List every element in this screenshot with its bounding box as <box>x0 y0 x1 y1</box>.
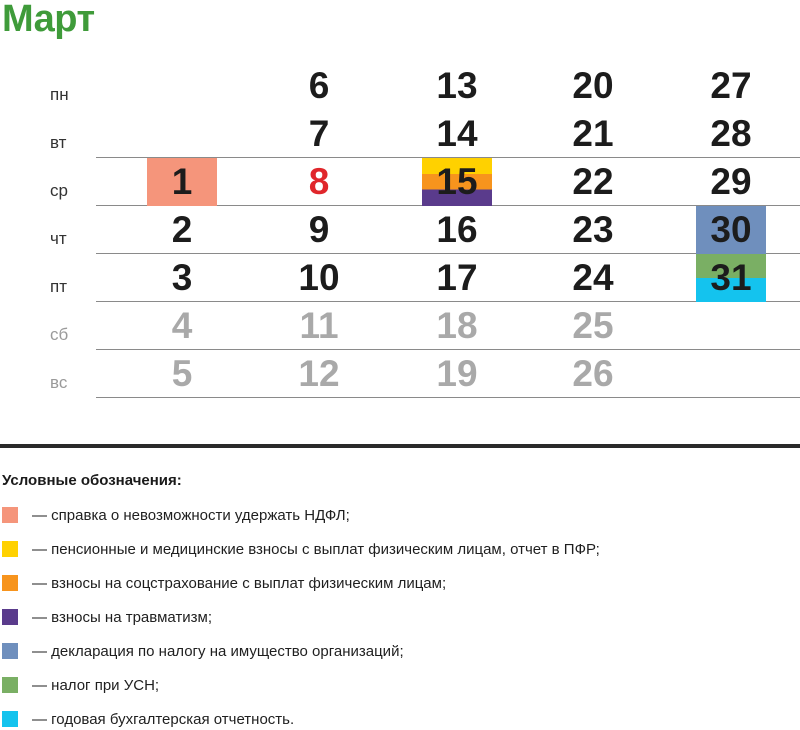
day-cell <box>422 350 492 398</box>
day-number: 8 <box>308 161 330 202</box>
day-number: 30 <box>710 209 752 250</box>
day-number: 27 <box>710 65 752 106</box>
weekday-label-tue: вт <box>50 133 67 152</box>
legend-text: — пенсионные и медицинские взносы с выплат физическим лицам, отчет в ПФР; <box>32 540 600 558</box>
legend-item <box>2 574 446 592</box>
day-cell <box>696 62 766 110</box>
day-number: 20 <box>572 65 614 106</box>
day-cell <box>696 110 766 158</box>
day-number: 19 <box>436 353 478 394</box>
day-number: 11 <box>299 305 339 346</box>
legend-swatch <box>2 541 18 557</box>
day-number: 25 <box>572 305 614 346</box>
day-cell <box>284 350 354 398</box>
legend-text: — взносы на соцстрахование с выплат физическим лицам; <box>32 574 447 592</box>
day-number: 3 <box>171 257 193 298</box>
day-number: 7 <box>308 113 330 154</box>
day-number: 18 <box>436 305 478 346</box>
day-cell <box>147 350 217 398</box>
day-cell <box>284 110 354 158</box>
day-number: 29 <box>710 161 752 202</box>
day-cell <box>558 206 628 254</box>
day-cell <box>558 302 628 350</box>
weekday-label-mon: пн <box>50 85 69 104</box>
legend-swatch <box>2 507 18 523</box>
day-cell <box>558 110 628 158</box>
weekday-label-wed: ср <box>50 181 68 200</box>
day-cell <box>422 206 492 254</box>
day-cell <box>422 62 492 110</box>
month-title: Март <box>2 0 95 40</box>
legend-swatch <box>2 711 18 727</box>
day-cell <box>558 350 628 398</box>
day-cell <box>422 110 492 158</box>
legend-item <box>2 608 212 626</box>
day-cell <box>147 206 217 254</box>
weekday-label-sat: сб <box>50 325 69 344</box>
day-cell <box>422 254 492 302</box>
day-cell <box>696 206 766 254</box>
legend-text: — годовая бухгалтерская отчетность. <box>32 710 295 728</box>
day-number: 9 <box>308 209 330 250</box>
day-number: 16 <box>436 209 478 250</box>
day-cell <box>284 206 354 254</box>
legend-text: — декларация по налогу на имущество организаций; <box>32 642 404 660</box>
day-cell <box>558 62 628 110</box>
legend-swatch <box>2 575 18 591</box>
legend-text: — справка о невозможности удержать НДФЛ; <box>32 506 350 524</box>
day-cell <box>696 158 766 206</box>
day-number: 31 <box>710 257 752 298</box>
day-cell <box>147 302 217 350</box>
day-cell <box>147 158 217 206</box>
day-cell <box>422 158 492 206</box>
weekday-label-fri: пт <box>50 277 67 296</box>
legend-swatch <box>2 677 18 693</box>
section-divider <box>0 444 800 448</box>
day-number: 22 <box>572 161 614 202</box>
legend-item <box>2 506 350 524</box>
calendar-grid <box>0 62 800 402</box>
day-number: 26 <box>572 353 614 394</box>
day-number: 14 <box>436 113 478 154</box>
legend-text: — взносы на травматизм; <box>32 608 212 626</box>
day-cell <box>696 254 766 302</box>
legend-item <box>2 642 404 660</box>
day-cell <box>558 158 628 206</box>
day-number: 17 <box>436 257 478 298</box>
legend-item <box>2 676 159 694</box>
day-cell <box>147 254 217 302</box>
weekday-label-thu: чт <box>50 229 67 248</box>
legend-title: Условные обозначения: <box>2 472 182 489</box>
legend-item <box>2 540 600 558</box>
legend-swatch <box>2 609 18 625</box>
day-number: 24 <box>572 257 614 298</box>
day-number: 28 <box>710 113 752 154</box>
day-cell <box>284 158 354 206</box>
legend-item <box>2 710 294 728</box>
day-number: 15 <box>436 161 478 202</box>
weekday-label-sun: вс <box>50 373 68 392</box>
day-cell <box>284 254 354 302</box>
legend-swatch <box>2 643 18 659</box>
day-number: 4 <box>171 305 193 346</box>
day-number: 13 <box>436 65 478 106</box>
day-cell <box>422 302 492 350</box>
legend-text: — налог при УСН; <box>32 676 160 694</box>
day-number: 23 <box>572 209 614 250</box>
day-cell <box>284 62 354 110</box>
day-number: 1 <box>171 161 193 202</box>
day-cell <box>558 254 628 302</box>
day-number: 10 <box>298 257 340 298</box>
day-number: 21 <box>572 113 614 154</box>
day-number: 5 <box>171 353 193 394</box>
day-cell <box>284 302 354 350</box>
day-number: 2 <box>171 209 193 250</box>
day-number: 6 <box>308 65 330 106</box>
day-number: 12 <box>298 353 340 394</box>
